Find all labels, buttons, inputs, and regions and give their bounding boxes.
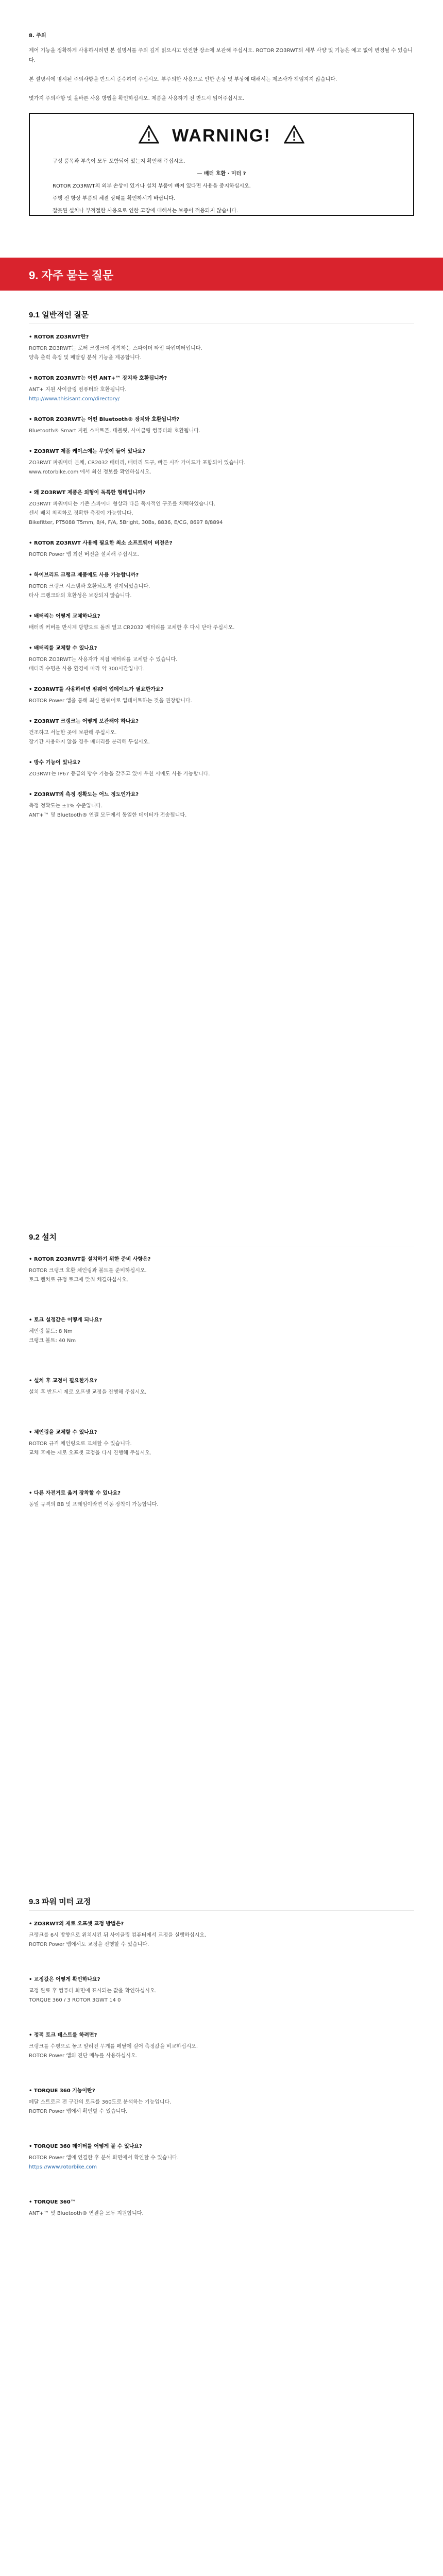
faq-answer-line: 페달 스트로크 전 구간의 토크를 360도로 분석하는 기능입니다.: [29, 2099, 172, 2105]
faq-answer-line: 교체 후에는 제로 오프셋 교정을 다시 진행해 주십시오.: [29, 1450, 151, 1456]
faq-answer-line: 체인링 볼트: 8 Nm: [29, 1329, 73, 1334]
faq-question: • ROTOR ZO3RWT를 설치하기 위한 준비 사항은?: [29, 1255, 414, 1264]
faq-item: [29, 333, 414, 363]
faq-item: [29, 374, 414, 404]
faq-answer-line: ROTOR ZO3RWT는 로터 크랭크에 장착하는 스파이더 타입 파워미터입니다.: [29, 346, 202, 351]
faq-answer-line: 타사 크랭크와의 호환성은 보장되지 않습니다.: [29, 593, 132, 599]
intro-point: 몇가지 주의사항 및 올바른 사용 방법을 확인하십시오. 제품을 사용하기 전 반드시 읽어주십시오.: [29, 96, 245, 101]
subsection-title: 9.3 파워 미터 교정: [29, 1897, 91, 1906]
faq-answer-line: ROTOR Power 앱에 연결한 후 분석 화면에서 확인할 수 있습니다.: [29, 2155, 179, 2161]
faq-item: [29, 1489, 414, 1510]
faq-answer-line: ANT+ 지원 사이클링 컴퓨터와 호환됩니다.: [29, 387, 127, 393]
intro-paragraph: 본 설명서에 명시된 주의사항을 반드시 준수하여 주십시오. 부주의한 사용으로 인한 손상 및 부상에 대해서는 제조사가 책임지지 않습니다.: [29, 77, 337, 82]
faq-item: [29, 758, 414, 779]
faq-question: • ZO3RWT의 측정 정확도는 어느 정도인가요?: [29, 790, 414, 800]
faq-answer: [29, 1931, 414, 1950]
faq-item: [29, 1316, 414, 1346]
faq-answer-line: ROTOR Power 앱의 진단 메뉴를 사용하십시오.: [29, 2053, 138, 2059]
faq-question: • 다른 자전거로 옮겨 장착할 수 있나요?: [29, 1489, 414, 1498]
faq-item: [29, 2142, 414, 2172]
faq-answer: [29, 655, 414, 674]
faq-question: • 왜 ZO3RWT 제품은 외형이 독특한 형태입니까?: [29, 488, 414, 498]
faq-item: [29, 2198, 414, 2218]
faq-answer-line: www.rotorbike.com 에서 최신 정보를 확인하십시오.: [29, 469, 151, 475]
faq-answer-line: ROTOR Power 앱에서 확인할 수 있습니다.: [29, 2109, 128, 2114]
faq-list-calibration: [29, 1920, 414, 2244]
faq-answer-line: Bluetooth® Smart 지원 스마트폰, 태블릿, 사이클링 컴퓨터와 호환됩니다.: [29, 428, 201, 434]
warning-triangle-icon: [284, 125, 304, 148]
faq-item: [29, 790, 414, 820]
faq-answer: [29, 1266, 414, 1285]
faq-answer-line: ZO3RWT 파워미터는 기존 스파이더 형상과 다른 독자적인 구조를 채택하였습니다.: [29, 501, 216, 507]
faq-answer: [29, 770, 414, 779]
faq-answer: [29, 1500, 414, 1510]
faq-item: [29, 612, 414, 633]
faq-answer-line: ROTOR 크랭크 호환 체인링과 볼트를 준비하십시오.: [29, 1268, 147, 1274]
faq-answer-line: ZO3RWT는 IP67 등급의 방수 기능을 갖추고 있어 우천 시에도 사용 가능합니다.: [29, 771, 210, 777]
intro-marker: 8. 주의: [29, 33, 46, 39]
faq-item: [29, 1975, 414, 2005]
faq-answer-line: ROTOR 크랭크 시스템과 호환되도록 설계되었습니다.: [29, 584, 150, 589]
faq-answer-line: ZO3RWT 파워미터 본체, CR2032 배터리, 배터리 도구, 빠른 시작 가이드가 포함되어 있습니다.: [29, 460, 246, 466]
faq-answer: [29, 2098, 414, 2116]
faq-answer: [29, 2042, 414, 2061]
faq-answer: [29, 1439, 414, 1458]
faq-item: [29, 685, 414, 706]
intro-section: [0, 0, 443, 104]
subsection-title: 9.2 설치: [29, 1233, 57, 1242]
faq-answer: [29, 550, 414, 560]
faq-answer-line: 크랭크를 6시 방향으로 위치시킨 뒤 사이클링 컴퓨터에서 교정을 실행하십시오.: [29, 1933, 207, 1938]
faq-question: • TORQUE 360 기능이란?: [29, 2087, 414, 2096]
faq-answer-line: 양측 출력 측정 및 페달링 분석 기능을 제공합니다.: [29, 355, 142, 361]
faq-answer: [29, 459, 414, 477]
faq-item: [29, 644, 414, 674]
faq-item: [29, 571, 414, 601]
faq-item: [29, 539, 414, 560]
faq-item: [29, 717, 414, 747]
faq-item: [29, 1920, 414, 1950]
faq-question: • 체인링을 교체할 수 있나요?: [29, 1428, 414, 1437]
faq-answer: [29, 728, 414, 747]
faq-question: • 교정값은 어떻게 확인하나요?: [29, 1975, 414, 1985]
warning-triangle-icon: [139, 125, 159, 148]
faq-item: [29, 1255, 414, 1285]
faq-answer: [29, 582, 414, 601]
faq-answer: [29, 500, 414, 528]
faq-question: • ROTOR ZO3RWT는 어떤 Bluetooth® 장치와 호환됩니까?: [29, 415, 414, 425]
faq-answer: [29, 385, 414, 404]
faq-question: • 방수 기능이 있나요?: [29, 758, 414, 768]
faq-item: [29, 488, 414, 528]
faq-question: • 하이브리드 크랭크 제품에도 사용 가능합니까?: [29, 571, 414, 580]
faq-answer-line: TORQUE 360 / 3 ROTOR 3GWT 14 0: [29, 1997, 121, 2003]
faq-answer: [29, 2154, 414, 2172]
faq-answer-line: ROTOR Power 앱을 통해 최신 펌웨어로 업데이트하는 것을 권장합니다.: [29, 698, 192, 704]
faq-answer-line: ANT+™ 및 Bluetooth® 연결 모두에서 동일한 데이터가 전송됩니다.: [29, 812, 187, 818]
warning-line: ROTOR ZO3RWT의 외부 손상이 있거나 설치 부품이 빠져 있다면 사용을 중지하십시오.: [53, 183, 251, 189]
subsection-title: 9.1 일반적인 질문: [29, 311, 89, 319]
warning-line: — 배터 호환 · 미터 ?: [197, 171, 246, 177]
faq-question: • ROTOR ZO3RWT란?: [29, 333, 414, 342]
faq-question: • ROTOR ZO3RWT는 어떤 ANT+™ 장치와 호환됩니까?: [29, 374, 414, 383]
warning-line: 잘못된 설치나 부적절한 사용으로 인한 고장에 대해서는 보증이 적용되지 않습니다.: [53, 208, 238, 214]
faq-answer-line: Bikefitter, PT5088 T5mm, 8/4, F/A, 5Bright, 30Bs, 8836, E/CG, 8697 8/8894: [29, 520, 223, 526]
warning-body: [53, 157, 390, 219]
faq-answer-line: 센서 배치 최적화로 정확한 측정이 가능합니다.: [29, 511, 133, 516]
section-title: 9. 자주 묻는 질문: [29, 269, 114, 282]
faq-answer: [29, 1327, 414, 1346]
faq-answer-line: 교정 완료 후 컴퓨터 화면에 표시되는 값을 확인하십시오.: [29, 1988, 157, 1994]
faq-item: [29, 447, 414, 477]
faq-answer-line: 배터리 수명은 사용 환경에 따라 약 300시간입니다.: [29, 666, 145, 672]
faq-answer-line: ANT+™ 및 Bluetooth® 연결을 모두 지원합니다.: [29, 2211, 144, 2216]
faq-question: • 배터리를 교체할 수 있나요?: [29, 644, 414, 653]
faq-question: • ZO3RWT 크랭크는 어떻게 보관해야 하나요?: [29, 717, 414, 726]
intro-paragraph: 제어 기능을 정확하게 사용하시려면 본 설명서를 주의 깊게 읽으시고 안전한 장소에 보관해 주십시오. ROTOR ZO3RWT의 세부 사양 및 기능은 예고 없이 변경될 수 있습니다.: [29, 48, 413, 63]
faq-question: • ZO3RWT 제품 케이스에는 무엇이 들어 있나요?: [29, 447, 414, 456]
faq-question: • 배터리는 어떻게 교체하나요?: [29, 612, 414, 621]
faq-item: [29, 1428, 414, 1458]
faq-answer-line: 크랭크 볼트: 40 Nm: [29, 1338, 76, 1344]
faq-item: [29, 415, 414, 436]
warning-box: [29, 113, 414, 216]
faq-answer-line: 설치 후 반드시 제로 오프셋 교정을 진행해 주십시오.: [29, 1389, 147, 1395]
faq-answer-line: ROTOR Power 앱에서도 교정을 진행할 수 있습니다.: [29, 1942, 149, 1947]
faq-link[interactable]: http://www.thisisant.com/directory/: [29, 396, 120, 402]
faq-answer-line: ROTOR Power 앱 최신 버전을 설치해 주십시오.: [29, 552, 139, 557]
faq-answer-line: 배터리 커버를 반시계 방향으로 돌려 열고 CR2032 배터리를 교체한 후 다시 닫아 주십시오.: [29, 625, 235, 631]
faq-answer-line: 크랭크를 수평으로 놓고 알려진 무게를 페달에 걸어 측정값을 비교하십시오.: [29, 2044, 198, 2049]
faq-list-installation: [29, 1255, 414, 1540]
faq-answer: [29, 427, 414, 436]
faq-link[interactable]: https://www.rotorbike.com: [29, 2164, 97, 2170]
divider: [29, 1910, 414, 1911]
faq-list-general: [29, 333, 414, 832]
faq-question: • TORQUE 360™: [29, 2198, 414, 2207]
faq-item: [29, 2031, 414, 2061]
warning-line: 구성 품목과 부속이 모두 포함되어 있는지 확인해 주십시오.: [53, 159, 185, 164]
faq-question: • 설치 후 교정이 필요한가요?: [29, 1377, 414, 1386]
faq-question: • ZO3RWT의 제로 오프셋 교정 방법은?: [29, 1920, 414, 1929]
warning-line: 주행 전 항상 부품의 체결 상태를 확인하시기 바랍니다.: [53, 196, 175, 201]
faq-answer: [29, 697, 414, 706]
faq-answer-line: 건조하고 서늘한 곳에 보관해 주십시오.: [29, 730, 117, 736]
faq-answer: [29, 802, 414, 820]
faq-answer-line: 토크 렌치로 규정 토크에 맞춰 체결하십시오.: [29, 1277, 128, 1283]
faq-question: • ZO3RWT를 사용하려면 펌웨어 업데이트가 필요한가요?: [29, 685, 414, 694]
faq-answer: [29, 1987, 414, 2005]
faq-answer: [29, 1388, 414, 1397]
faq-answer-line: ROTOR ZO3RWT는 사용자가 직접 배터리를 교체할 수 있습니다.: [29, 657, 178, 663]
faq-answer-line: 측정 정확도는 ±1% 수준입니다.: [29, 803, 103, 809]
faq-item: [29, 2087, 414, 2116]
warning-title: [30, 125, 413, 148]
faq-question: • 토크 설정값은 어떻게 되나요?: [29, 1316, 414, 1325]
faq-answer-line: ROTOR 규격 체인링으로 교체할 수 있습니다.: [29, 1441, 132, 1447]
faq-answer: [29, 344, 414, 363]
section-header: [0, 258, 443, 291]
faq-question: • TORQUE 360 데이터를 어떻게 볼 수 있나요?: [29, 2142, 414, 2151]
faq-question: • ROTOR ZO3RWT 사용에 필요한 최소 소프트웨어 버전은?: [29, 539, 414, 548]
faq-answer-line: 장기간 사용하지 않을 경우 배터리를 분리해 두십시오.: [29, 739, 150, 745]
faq-answer: [29, 623, 414, 633]
faq-item: [29, 1377, 414, 1397]
warning-title-text: WARNING!: [172, 126, 271, 146]
faq-question: • 정적 토크 테스트를 하려면?: [29, 2031, 414, 2040]
faq-answer-line: 동일 규격의 BB 및 프레임이라면 이동 장착이 가능합니다.: [29, 1502, 159, 1507]
faq-answer: [29, 2209, 414, 2218]
